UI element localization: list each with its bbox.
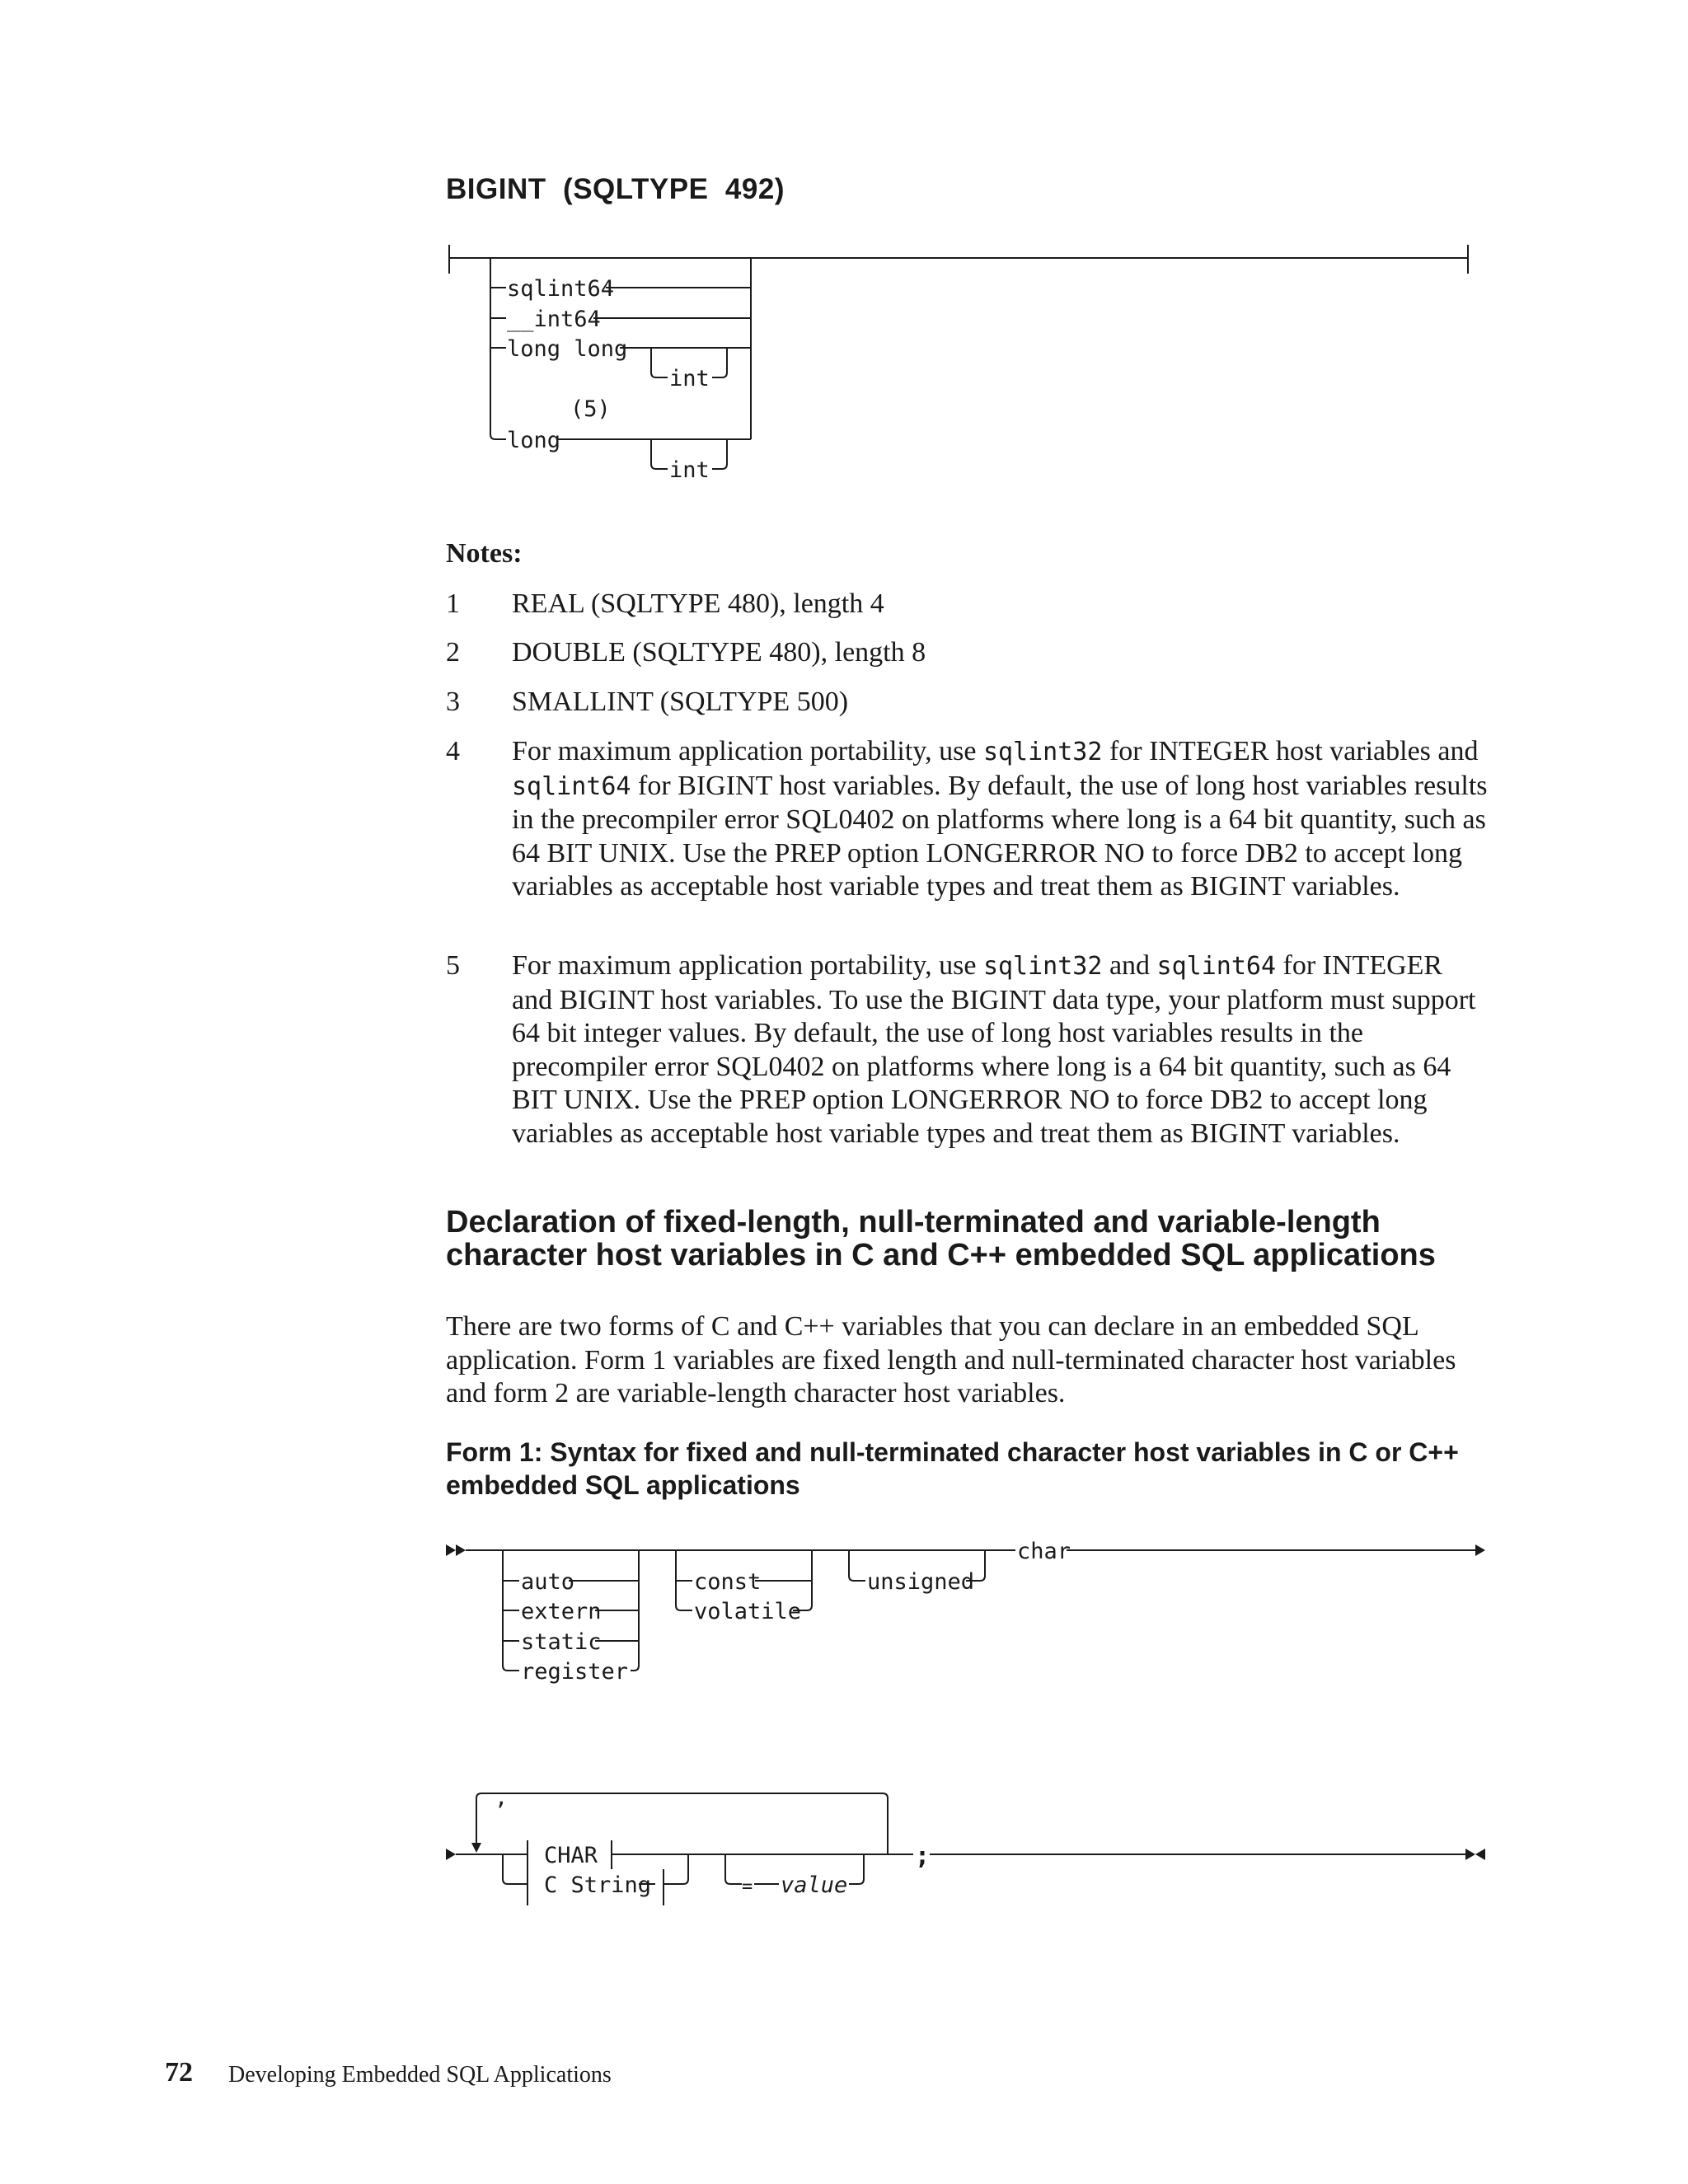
note-number: 3 (446, 687, 460, 717)
note-number: 4 (446, 736, 460, 766)
form1-syntax-diagram (0, 1516, 1688, 1929)
page-number: 72 (165, 2057, 193, 2088)
option-auto: auto (521, 1569, 575, 1595)
section-heading: Declaration of fixed-length, null-terminated and variable-length character host variables in C and C++ embedded SQL applications (446, 1205, 1436, 1272)
fragment-c-string: C String (544, 1872, 652, 1898)
note-text: For maximum application portability, use sqlint32 for INTEGER host variables and sqlint64 for BIGINT host variables. By default, the use of long host variables results in the precompiler error SQL0402 on platforms where long is a 64 bit quantity, such as 64 BIT UNIX. Use the PREP option LONGERROR NO to force DB2 to accept long variables as acceptable host variable types and treat them as BIGINT variables. (512, 736, 1488, 902)
code-sqlint64: sqlint64 (512, 771, 631, 801)
note-item (446, 686, 1489, 719)
option-static: static (521, 1629, 602, 1655)
note-reference: (5) (570, 396, 611, 422)
note-text: SMALLINT (SQLTYPE 500) (512, 687, 849, 717)
repeat-separator: , (495, 1785, 509, 1811)
section-intro: There are two forms of C and C++ variables that you can declare in an embedded SQL application. Form 1 variables are fixed length and null-terminated character host variables and form 2 are variable-length character host variables. (446, 1311, 1456, 1408)
option-long-long: long long (507, 336, 628, 362)
note-text: For maximum application portability, use sqlint32 and sqlint64 for INTEGER and BIGINT host variables. To use the BIGINT data type, your platform must support 64 bit integer values. By default, the use of long host variables results in the precompiler error SQL0402 on platforms where long is a 64 bit quantity, such as 64 BIT UNIX. Use the PREP option LONGERROR NO to force DB2 to accept long variables as acceptable host variable types and treat them as BIGINT variables. (512, 950, 1476, 1149)
equals-sign: = (742, 1877, 753, 1897)
option-unsigned: unsigned (867, 1569, 975, 1595)
option-extern: extern (521, 1599, 602, 1624)
option-register: register (521, 1659, 629, 1685)
notes-title: Notes: (446, 538, 523, 569)
note-text: DOUBLE (SQLTYPE 480), length 8 (512, 637, 926, 668)
value-placeholder: value (781, 1872, 848, 1898)
bigint-syntax-diagram (0, 0, 1688, 527)
bigint-heading: BIGINT (SQLTYPE 492) (446, 173, 785, 205)
option-int64: __int64 (507, 307, 601, 332)
note-item (446, 636, 1489, 670)
code-sqlint32: sqlint32 (982, 952, 1103, 981)
code-sqlint64: sqlint64 (1156, 952, 1277, 981)
book-title: Developing Embedded SQL Applications (228, 2062, 612, 2088)
note-number: 2 (446, 637, 460, 668)
option-int: int (669, 457, 710, 483)
option-const: const (694, 1569, 762, 1595)
terminator-semicolon: ; (915, 1842, 931, 1871)
note-item (446, 735, 1489, 904)
note-item (446, 588, 1489, 621)
fragment-char: CHAR (544, 1843, 598, 1868)
note-number: 5 (446, 950, 460, 981)
note-text: REAL (SQLTYPE 480), length 4 (512, 588, 884, 619)
note-number: 1 (446, 588, 460, 619)
code-sqlint32: sqlint32 (982, 738, 1103, 766)
note-item (446, 949, 1489, 1151)
option-long: long (507, 428, 561, 453)
option-volatile: volatile (694, 1599, 802, 1624)
form1-heading: Form 1: Syntax for fixed and null-terminated character host variables in C or C++ embedded SQL applications (446, 1437, 1459, 1500)
option-int: int (669, 366, 710, 391)
keyword-char: char (1017, 1539, 1071, 1564)
option-sqlint64: sqlint64 (507, 276, 615, 302)
